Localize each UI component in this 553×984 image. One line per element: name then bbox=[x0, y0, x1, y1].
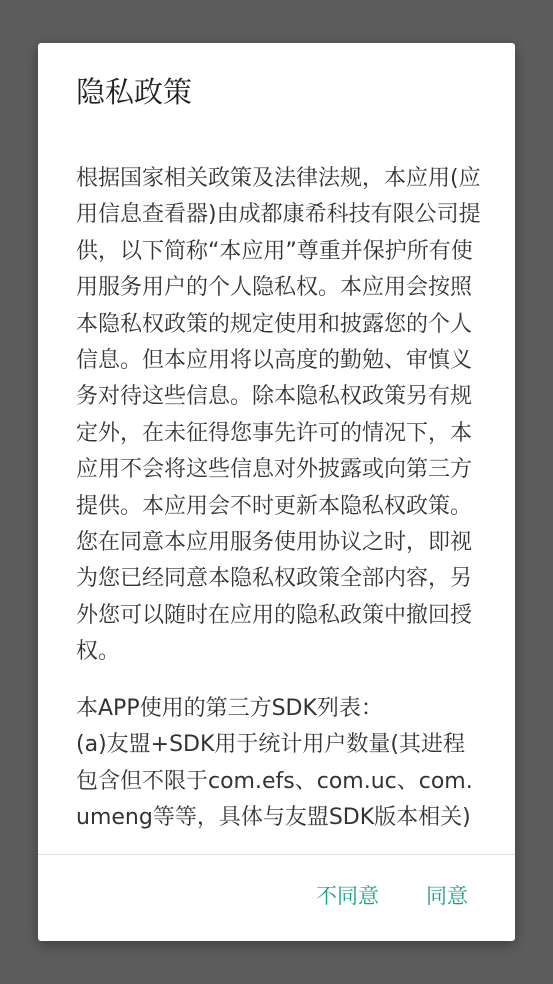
agree-button[interactable]: 同意 bbox=[426, 881, 468, 911]
disagree-button[interactable]: 不同意 bbox=[316, 881, 379, 911]
policy-content-scroll[interactable] bbox=[76, 161, 486, 854]
policy-paragraph: 根据国家相关政策及法律法规，本应用(应用信息查看器)由成都康希科技有限公司提供，以下简称“本应用”尊重并保护所有使用服务用户的个人隐私权。本应用会按照本隐私权政策的规定使用和披露您的个人信息。但本应用将以高度的勤勉、审慎义务对待这些信息。除本隐私权政策另有规定外，在未征得您事先许可的情况下，本应用不会将这些信息对外披露或向第三方提供。本应用会不时更新本隐私权政策。 您在同意本应用服务使用协议之时，即视为您已经同意本隐私权政策全部内容，另外您可以随时在应用的隐私政策中撤回授权。 bbox=[76, 166, 481, 665]
sdk-list-paragraph: 本APP使用的第三方SDK列表： (a)友盟+SDK用于统计用户数量(其进程包含但不限于com.efs、com.uc、com.umeng等等，具体与友盟SDK版本相关) bbox=[76, 695, 473, 830]
privacy-policy-dialog bbox=[38, 43, 515, 941]
dialog-title: 隐私政策 bbox=[76, 75, 193, 109]
content-divider bbox=[38, 854, 515, 855]
dialog-actions bbox=[316, 881, 468, 911]
